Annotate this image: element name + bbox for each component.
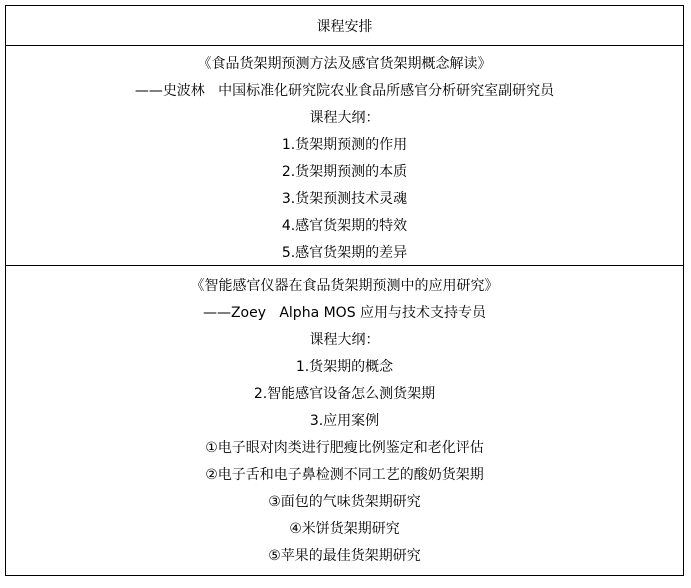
outline-item: 5.感官货架期的差异 — [281, 245, 408, 261]
course-speaker: ——Zoey Alpha MOS 应用与技术支持专员 — [202, 305, 487, 321]
outline-item: 3.货架预测技术灵魂 — [281, 191, 408, 207]
outline-item: 4.感官货架期的特效 — [281, 218, 408, 234]
outline-label: 课程大纲： — [309, 332, 380, 348]
course-title: 《食品货架期预测方法及感官货架期概念解读》 — [197, 56, 492, 72]
outline-item: 1.货架期的概念 — [295, 359, 394, 375]
outline-item: 3.应用案例 — [309, 413, 380, 429]
course-speaker: ——史波林 中国标准化研究院农业食品所感官分析研究室副研究员 — [134, 83, 555, 99]
case-item: ①电子眼对肉类进行肥瘦比例鉴定和老化评估 — [205, 440, 484, 456]
course-schedule-table — [5, 5, 684, 576]
outline-item: 2.智能感官设备怎么测货架期 — [253, 386, 436, 402]
outline-item: 2.货架期预测的本质 — [281, 164, 408, 180]
case-item: ⑤苹果的最佳货架期研究 — [268, 548, 421, 564]
table-header-title: 课程安排 — [316, 18, 373, 35]
course-section-1 — [6, 45, 683, 265]
case-item: ③面包的气味货架期研究 — [268, 494, 421, 510]
outline-label: 课程大纲： — [309, 110, 380, 126]
case-item: ②电子舌和电子鼻检测不同工艺的酸奶货架期 — [205, 467, 484, 483]
course-section-2 — [6, 265, 683, 575]
case-item: ④米饼货架期研究 — [289, 521, 400, 537]
outline-item: 1.货架期预测的作用 — [281, 137, 408, 153]
table-header-row — [6, 6, 683, 45]
course-title: 《智能感官仪器在食品货架期预测中的应用研究》 — [190, 278, 499, 294]
